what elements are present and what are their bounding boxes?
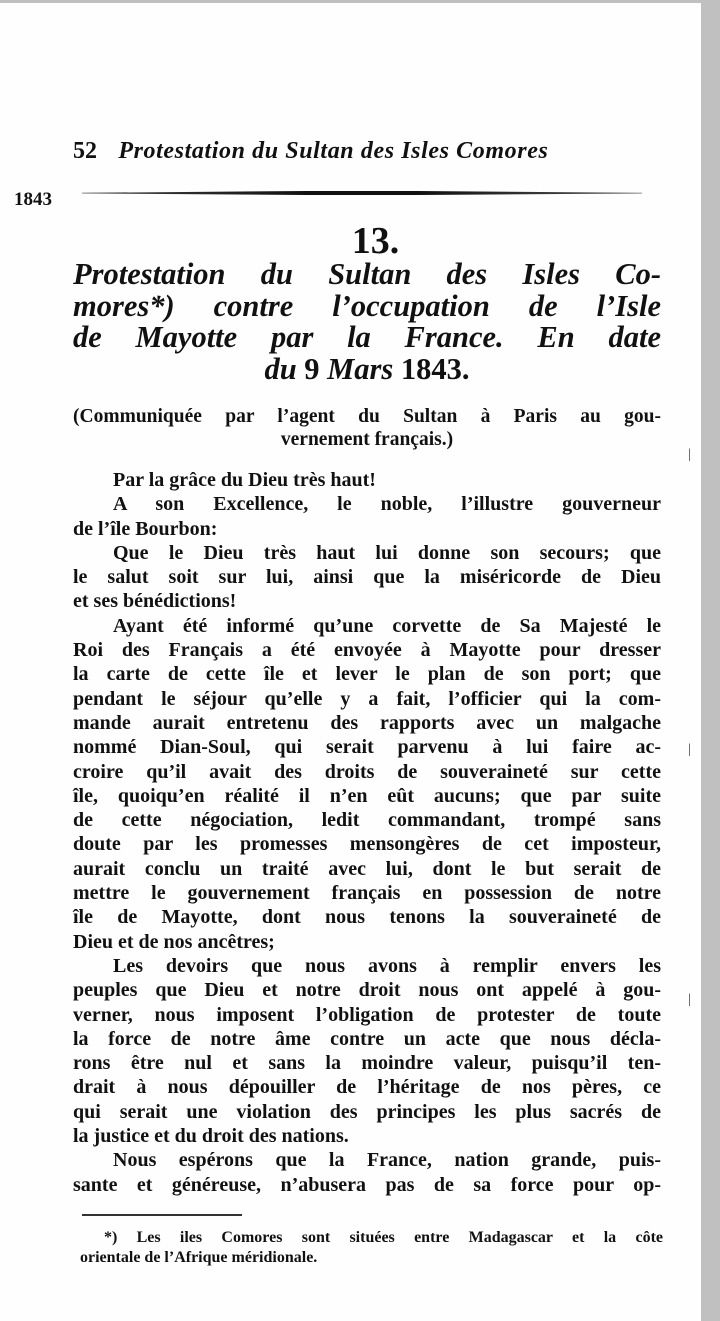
text-line: Roi des Français a été envoyée à Mayotte pour dresser <box>73 639 661 662</box>
text-line: doute par les promesses mensongères de cet imposteur, <box>73 833 661 856</box>
text-line: Par la grâce du Dieu très haut! <box>113 469 376 491</box>
footnote-line: *) Les iles Comores sont situées entre Madagascar et la côte <box>104 1229 663 1246</box>
body-text <box>73 468 661 1197</box>
text-line: Que le Dieu très haut lui donne son secours; que <box>113 541 661 564</box>
running-title: Protestation du Sultan des Isles Comores <box>118 138 549 164</box>
text-line: rons être nul et sans la moindre valeur, puisqu’il ten- <box>73 1052 661 1075</box>
title-date-month: Mars <box>319 351 401 386</box>
text-line: la force de notre âme contre un acte que nous décla- <box>73 1027 661 1050</box>
title-date-prefix: du <box>264 351 305 386</box>
text-line: aurait conclu un traité avec lui, dont le but serait de <box>73 857 661 880</box>
footnote <box>80 1228 663 1268</box>
footnote-line: orientale de l’Afrique méridionale. <box>80 1249 318 1266</box>
bleed-through-mark: | <box>688 742 691 757</box>
scanned-page <box>0 3 701 1321</box>
title-line: mores*) contre l’occupation de l’Isle <box>73 288 661 323</box>
text-line: la justice et du droit des nations. <box>73 1125 349 1148</box>
header-rule <box>82 191 642 195</box>
text-line: Nous espérons que la France, nation grande, puis- <box>113 1149 661 1172</box>
text-line: mande aurait entretenu des rapports avec un malgache <box>73 711 661 734</box>
title-date-year: 1843. <box>400 351 470 386</box>
text-line: Ayant été informé qu’une corvette de Sa Majesté le <box>113 614 661 637</box>
communication-note <box>73 405 661 451</box>
text-line: sante et généreuse, n’abusera pas de sa force pour op- <box>73 1173 661 1196</box>
text-line: île, quoiqu’en réalité il n’en eût aucuns; que par suite <box>73 784 661 807</box>
document-number: 13. <box>351 220 400 262</box>
running-head <box>73 136 673 166</box>
title-date-line <box>73 351 661 386</box>
communication-line: vernement français.) <box>280 429 454 450</box>
text-line: le salut soit sur lui, ainsi que la miséricorde de Dieu <box>73 566 661 589</box>
text-line: île de Mayotte, dont nous tenons la souveraineté de <box>73 906 661 929</box>
title-date-day: 9 <box>304 351 320 386</box>
text-line: drait à nous dépouiller de l’héritage de nos pères, ce <box>73 1076 661 1099</box>
text-line: pendant le séjour qu’elle y a fait, l’officier qui la com- <box>73 687 661 710</box>
document-title <box>73 259 661 385</box>
text-line: peuples que Dieu et notre droit nous ont appelé à gou- <box>73 979 661 1002</box>
text-line: croire qu’il avait des droits de souveraineté sur cette <box>73 760 661 783</box>
title-line: Protestation du Sultan des Isles Co- <box>73 257 661 291</box>
text-line: mettre le gouvernement français en possession de notre <box>73 882 661 905</box>
page-number: 52 <box>73 138 97 164</box>
communication-line: (Communiquée par l’agent du Sultan à Paris au gou- <box>73 406 661 427</box>
bleed-through-mark: | <box>688 992 691 1007</box>
text-line: de cette négociation, ledit commandant, trompé sans <box>73 809 661 832</box>
margin-year: 1843 <box>14 189 52 210</box>
footnote-rule <box>82 1214 242 1216</box>
text-line: Les devoirs que nous avons à remplir envers les <box>113 954 661 977</box>
text-line: Dieu et de nos ancêtres; <box>73 930 275 953</box>
text-line: A son Excellence, le noble, l’illustre gouverneur <box>113 493 661 516</box>
text-line: verner, nous imposent l’obligation de protester de toute <box>73 1003 661 1026</box>
title-line: de Mayotte par la France. En date <box>73 320 661 354</box>
text-line: la carte de cette île et lever le plan de son port; que <box>73 663 661 686</box>
bleed-through-mark: | <box>688 447 691 462</box>
text-line: et ses bénédictions! <box>73 590 237 613</box>
text-line: nommé Dian-Soul, qui serait parvenu à lui faire ac- <box>73 736 661 759</box>
text-line: qui serait une violation des principes les plus sacrés de <box>73 1100 661 1123</box>
text-line: de l’île Bourbon: <box>73 517 218 540</box>
